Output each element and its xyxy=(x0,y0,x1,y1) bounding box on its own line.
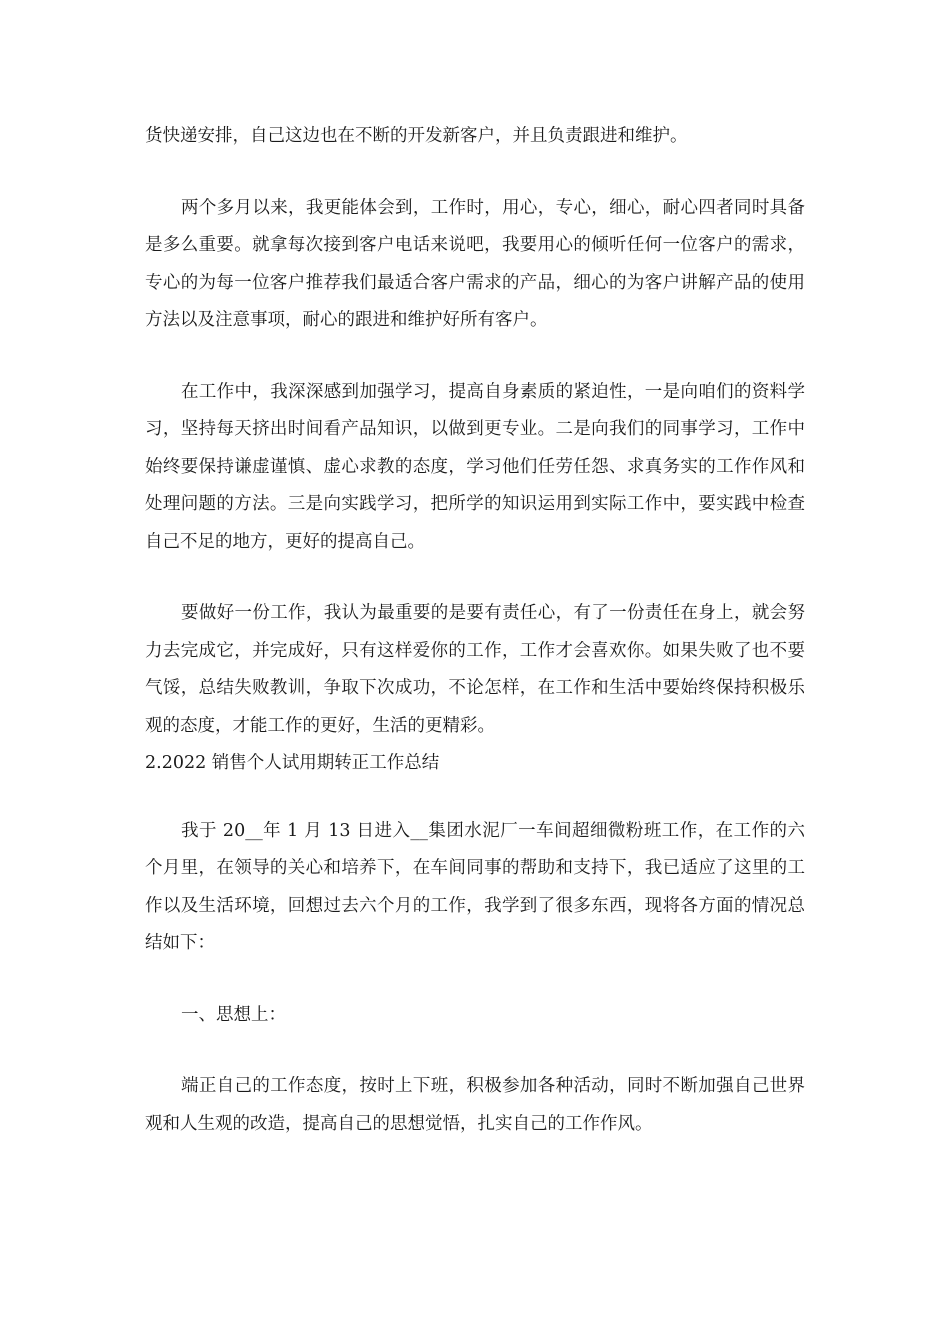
paragraph-attitude: 端正自己的工作态度，按时上下班，积极参加各种活动，同时不断加强自己世界观和人生观的改造，提高自己的思想觉悟，扎实自己的工作作风。 xyxy=(145,1076,805,1134)
document-page xyxy=(145,118,805,1143)
subheading-thought: 一、思想上： xyxy=(181,1004,286,1025)
paragraph-intro: 我于 20__年 1 月 13 日进入__集团水泥厂一车间超细微粉班工作，在工作的六个月里，在领导的关心和培养下，在车间同事的帮助和支持下，我已适应了这里的工作以及生活环境，回想过去六个月的工作，我学到了很多东西，现将各方面的情况总结如下： xyxy=(145,820,805,953)
paragraph-continuation: 货快递安排，自己这边也在不断的开发新客户，并且负责跟进和维护。 xyxy=(145,126,688,146)
paragraph-responsibility: 要做好一份工作，我认为最重要的是要有责任心，有了一份责任在身上，就会努力去完成它，并完成好，只有这样爱你的工作，工作才会喜欢你。如果失败了也不要气馁，总结失败教训，争取下次成功，不论怎样，在工作和生活中要始终保持积极乐观的态度，才能工作的更好，生活的更精彩。 xyxy=(145,603,805,736)
paragraph-four-hearts: 两个多月以来，我更能体会到，工作时，用心，专心，细心，耐心四者同时具备是多么重要。就拿每次接到客户电话来说吧，我要用心的倾听任何一位客户的需求，专心的为每一位客户推荐我们最适合客户需求的产品，细心的为客户讲解产品的使用方法以及注意事项，耐心的跟进和维护好所有客户。 xyxy=(145,197,805,330)
section-title: 2.2022 销售个人试用期转正工作总结 xyxy=(145,753,440,773)
paragraph-learning: 在工作中，我深深感到加强学习，提高自身素质的紧迫性，一是向咱们的资料学习，坚持每天挤出时间看产品知识，以做到更专业。二是向我们的同事学习，工作中始终要保持谦虚谨慎、虚心求教的态度，学习他们任劳任怨、求真务实的工作作风和处理问题的方法。三是向实践学习，把所学的知识运用到实际工作中，要实践中检查自己不足的地方，更好的提高自己。 xyxy=(145,381,805,552)
